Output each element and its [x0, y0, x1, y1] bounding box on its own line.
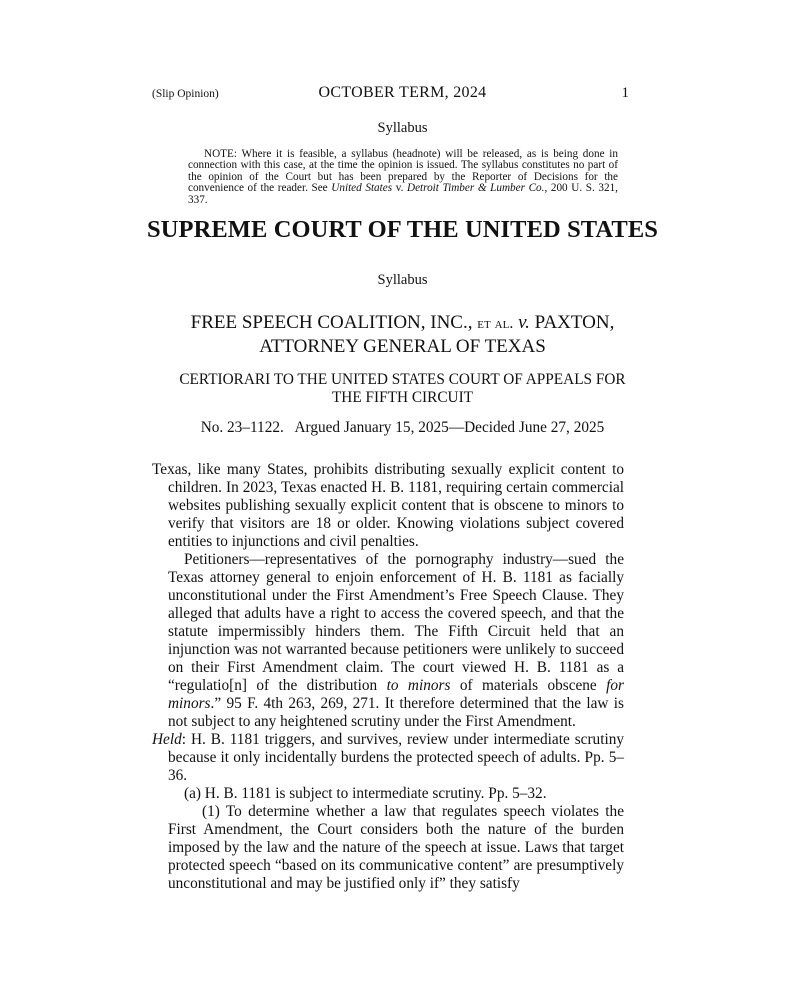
certiorari-heading	[0, 371, 805, 407]
paragraph-petitioners: Petitioners—representatives of the pornography industry—sued the Texas attorney general to enjoin enforcement of H. B. 1181 as facially unconstitutional under the First Amendment’s Free Speech Clause. They alleged that adults have a right to access the covered speech, and that the statute impermissibly hinders them. The Fifth Circuit held that an injunction was not warranted because petitioners were unlikely to succeed on their First Amendment claim. The court viewed H. B. 1181 as a “regulatio[n] of the distribution to minors of materials obscene for minors.” 95 F. 4th 263, 269, 271. It therefore determined that the law is not subject to any heightened scrutiny under the First Amendment.	[168, 551, 624, 730]
syllabus-label: Syllabus	[377, 272, 428, 288]
note-case-a: United States	[331, 182, 393, 195]
court-title: SUPREME COURT OF THE UNITED STATES	[146, 216, 659, 243]
note-cite: , 200 U. S. 321, 337.	[188, 182, 618, 206]
caption-line2: ATTORNEY GENERAL OF TEXAS	[259, 336, 546, 357]
term-heading: OCTOBER TERM, 2024	[318, 84, 487, 101]
syllabus-body	[152, 461, 624, 893]
note-lead: NOTE: Where it is feasible, a syllabus (headnote) will be released, as is being done in connection with this case, at the time the opinion is issued. The syllabus constitutes no part of the opinion of the Court but has been prepared by the Reporter of Decisions for the convenience of the reader. See	[188, 148, 618, 195]
headnote-note	[188, 149, 618, 206]
docket-line: No. 23–1122. Argued January 15, 2025—Decided June 27, 2025	[200, 419, 605, 436]
page-number: 1	[621, 85, 629, 101]
held-label: Held	[152, 731, 182, 748]
caption-v: v.	[518, 312, 530, 333]
paragraph-held	[152, 731, 624, 785]
syllabus-label-top: Syllabus	[377, 120, 428, 136]
paragraph-background: Texas, like many States, prohibits distributing sexually explicit content to children. In 2023, Texas enacted H. B. 1181, requiring certain commercial websites publishing sexually explicit content that is obscene to minors to verify that visitors are 18 or older. Knowing violations subject covered entities to injunctions and civil penalties.	[152, 461, 624, 550]
caption-part1: FREE SPEECH COALITION, INC.,	[190, 312, 478, 333]
certiorari-line2: THE FIFTH CIRCUIT	[331, 389, 474, 406]
paragraph-a: (a) H. B. 1181 is subject to intermediate scrutiny. Pp. 5–32.	[184, 785, 547, 802]
note-case-b: Detroit Timber & Lumber Co.	[406, 182, 545, 195]
slip-opinion-label: (Slip Opinion)	[152, 88, 219, 100]
caption-et-al: et al.	[477, 315, 514, 332]
case-caption	[0, 311, 805, 358]
paragraph-one: (1) To determine whether a law that regulates speech violates the First Amendment, the Court considers both the nature of the burden imposed by the law and the nature of the speech at issue. Laws that target protected speech “based on its communicative content” are presumptively unconstitutional and may be justified only if” they satisfy	[168, 803, 624, 892]
certiorari-line1: CERTIORARI TO THE UNITED STATES COURT OF APPEALS FOR	[179, 371, 626, 388]
caption-part2: PAXTON,	[529, 312, 615, 333]
held-text: : H. B. 1181 triggers, and survives, review under intermediate scrutiny because it only incidentally burdens the protected speech of adults. Pp. 5–36.	[168, 731, 624, 784]
note-v: v.	[392, 182, 407, 195]
